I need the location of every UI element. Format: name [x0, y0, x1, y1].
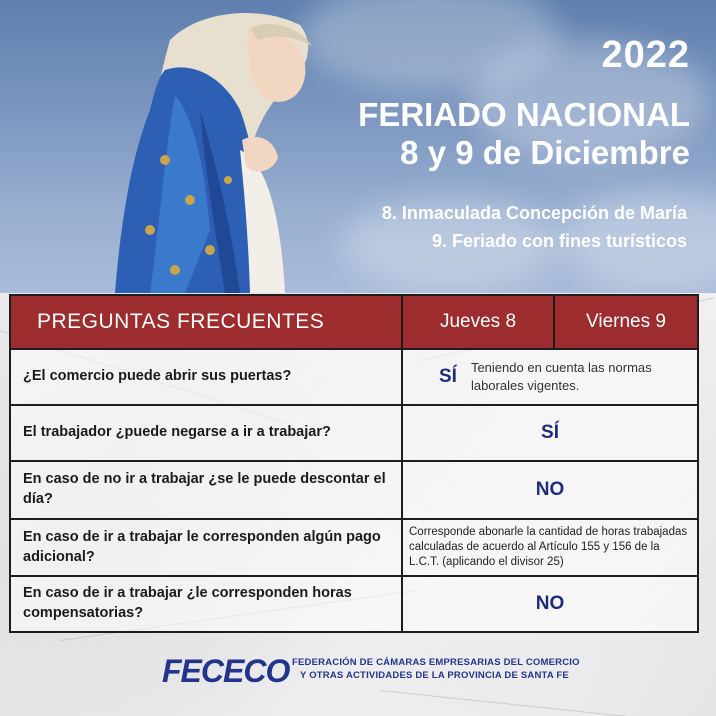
faq-question: En caso de ir a trabajar ¿le corresponden horas compensatorias?	[10, 576, 402, 632]
faq-question: ¿El comercio puede abrir sus puertas?	[10, 349, 402, 405]
faq-row	[10, 349, 698, 405]
faq-answer	[402, 349, 698, 405]
answer-value: SÍ	[439, 366, 457, 387]
day2-header: Viernes 9	[554, 295, 698, 349]
virgin-mary-statue-image	[0, 0, 330, 293]
faq-question: En caso de no ir a trabajar ¿se le puede descontar el día?	[10, 461, 402, 519]
faq-question: El trabajador ¿puede negarse a ir a trabajar?	[10, 405, 402, 461]
holiday-title: FERIADO NACIONAL	[358, 96, 690, 133]
marble-vein	[380, 690, 716, 716]
faq-answer: NO	[402, 576, 698, 632]
faq-question: En caso de ir a trabajar le corresponden algún pago adicional?	[10, 519, 402, 576]
org-name-line2: Y OTRAS ACTIVIDADES DE LA PROVINCIA DE SANTA FE	[300, 670, 569, 681]
faq-table	[9, 294, 699, 633]
day1-header: Jueves 8	[402, 295, 554, 349]
faq-row	[10, 519, 698, 576]
faq-row	[10, 405, 698, 461]
faq-row	[10, 576, 698, 632]
hero-banner	[0, 0, 716, 293]
faq-answer: SÍ	[402, 405, 698, 461]
holiday-detail-9: 9. Feriado con fines turísticos	[431, 231, 687, 251]
footer	[0, 648, 716, 688]
faq-header-row	[10, 295, 698, 349]
holiday-dates: 8 y 9 de Diciembre	[400, 134, 690, 171]
year-heading: 2022	[601, 34, 690, 76]
fececo-logo: FECECO	[162, 653, 290, 689]
faq-answer: Corresponde abonarle la cantidad de horas trabajadas calculadas de acuerdo al Artículo 155 y 156 de la L.C.T. (aplicando el divisor 25)	[402, 519, 698, 576]
answer-note: Teniendo en cuenta las normas laborales vigentes.	[470, 360, 652, 393]
org-name-line1: FEDERACIÓN DE CÁMARAS EMPRESARIAS DEL COMERCIO	[292, 657, 580, 668]
faq-header-title: PREGUNTAS FRECUENTES	[10, 295, 402, 349]
faq-answer: NO	[402, 461, 698, 519]
holiday-detail-8: 8. Inmaculada Concepción de María	[381, 203, 687, 223]
faq-row	[10, 461, 698, 519]
